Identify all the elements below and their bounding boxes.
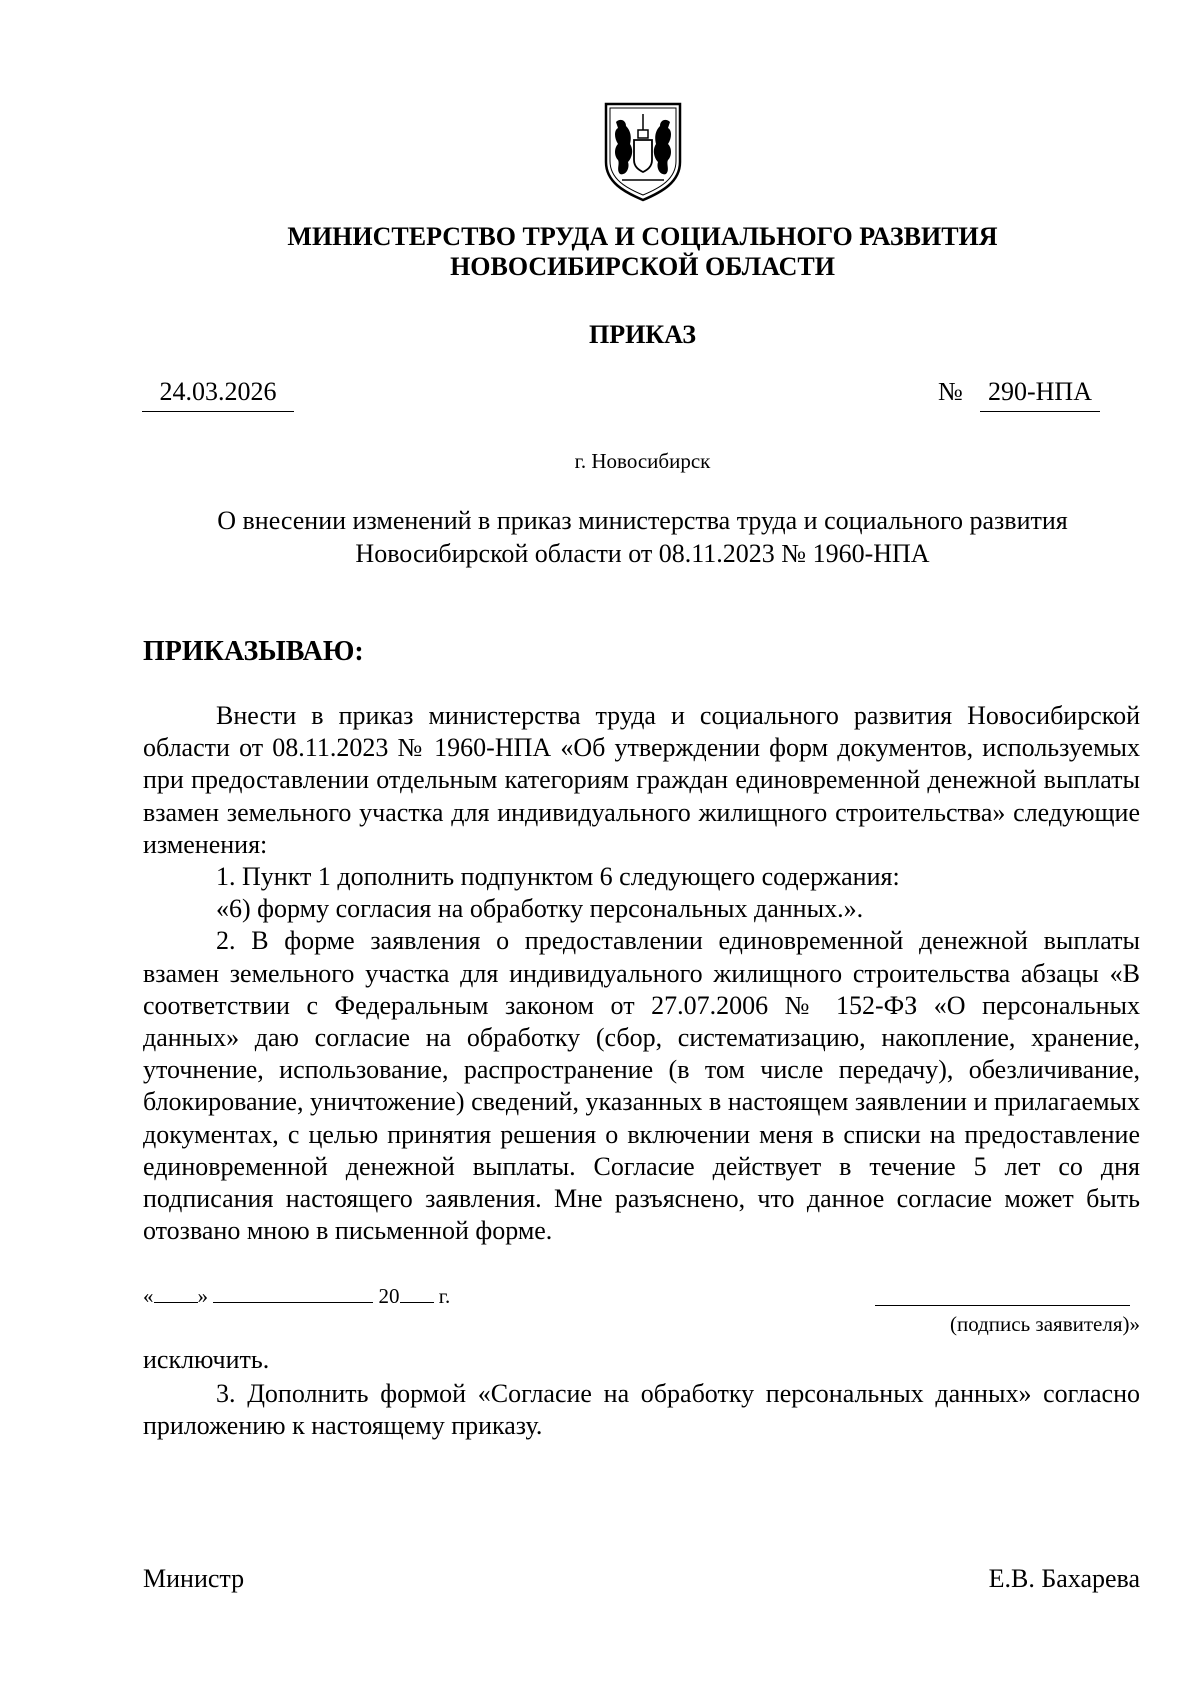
decree-word: ПРИКАЗЫВАЮ: xyxy=(143,636,364,667)
order-body xyxy=(143,700,1140,1247)
document-type-title: ПРИКАЗ xyxy=(588,320,697,349)
exclude-text: исключить. xyxy=(143,1345,270,1374)
item-1-quote: «6) форму согласия на обработку персональных данных.». xyxy=(216,894,864,924)
coat-of-arms-emblem xyxy=(602,100,684,204)
month-blank xyxy=(213,1282,373,1303)
order-subject xyxy=(150,504,1135,570)
order-number: 290-НПА xyxy=(980,375,1100,412)
signature-caption: (подпись заявителя)» xyxy=(950,1312,1140,1336)
intro-paragraph: Внести в приказ министерства труда и социального развития Новосибирской области от 08.11.2023 № 1960-НПА «Об утверждении форм документов, используемых при предоставлении отдельным категориям граждан единовременной денежной выплаты взамен земельного участка для индивидуального жилищного строительства» следующие изменения: xyxy=(143,701,1140,859)
item-1: 1. Пункт 1 дополнить подпунктом 6 следующего содержания: xyxy=(216,862,900,892)
open-quote: « xyxy=(143,1284,154,1308)
number-sign: № xyxy=(938,377,963,406)
city: г. Новосибирск xyxy=(574,449,711,473)
signatory-position: Министр xyxy=(143,1564,245,1593)
subject-line2: Новосибирской области от 08.11.2023 № 1960-НПА xyxy=(355,539,930,568)
item-2: 2. В форме заявления о предоставлении единовременной денежной выплаты взамен земельного участка для индивидуального жилищного строительства абзацы «В соответствии с Федеральным законом от 27.07.2006 № 152-ФЗ «О персональных данных» даю согласие на обработку (сбор, систематизацию, накопление, хранение, уточнение, использование, распространение (в том числе передачу), обезличивание, блокирование, уничтожение) сведений, указанных в настоящем заявлении и прилагаемых документах, с целью принятия решения о включении меня в списки на предоставление единовременной денежной выплаты. Согласие действует в течение 5 лет со дня подписания настоящего заявления. Мне разъяснено, что данное согласие может быть отозвано мною в письменной форме. xyxy=(143,926,1140,1246)
signature-blank xyxy=(875,1304,1130,1306)
order-date: 24.03.2026 xyxy=(142,375,294,412)
form-date-line xyxy=(143,1282,450,1310)
signatory-name: Е.В. Бахарева xyxy=(988,1564,1140,1593)
year-suffix: г. xyxy=(438,1284,451,1308)
item-3: 3. Дополнить формой «Согласие на обработку персональных данных» согласно приложению к настоящему приказу. xyxy=(143,1379,1140,1441)
organization-name-line1: МИНИСТЕРСТВО ТРУДА И СОЦИАЛЬНОГО РАЗВИТИЯ xyxy=(287,222,998,251)
item-3-block xyxy=(143,1378,1140,1442)
year-blank xyxy=(400,1282,434,1303)
year-prefix: 20 xyxy=(378,1284,400,1308)
organization-name-line2: НОВОСИБИРСКОЙ ОБЛАСТИ xyxy=(450,252,835,281)
close-quote: » xyxy=(197,1284,208,1308)
subject-line1: О внесении изменений в приказ министерства труда и социального развития xyxy=(217,506,1068,535)
day-blank xyxy=(154,1282,198,1303)
